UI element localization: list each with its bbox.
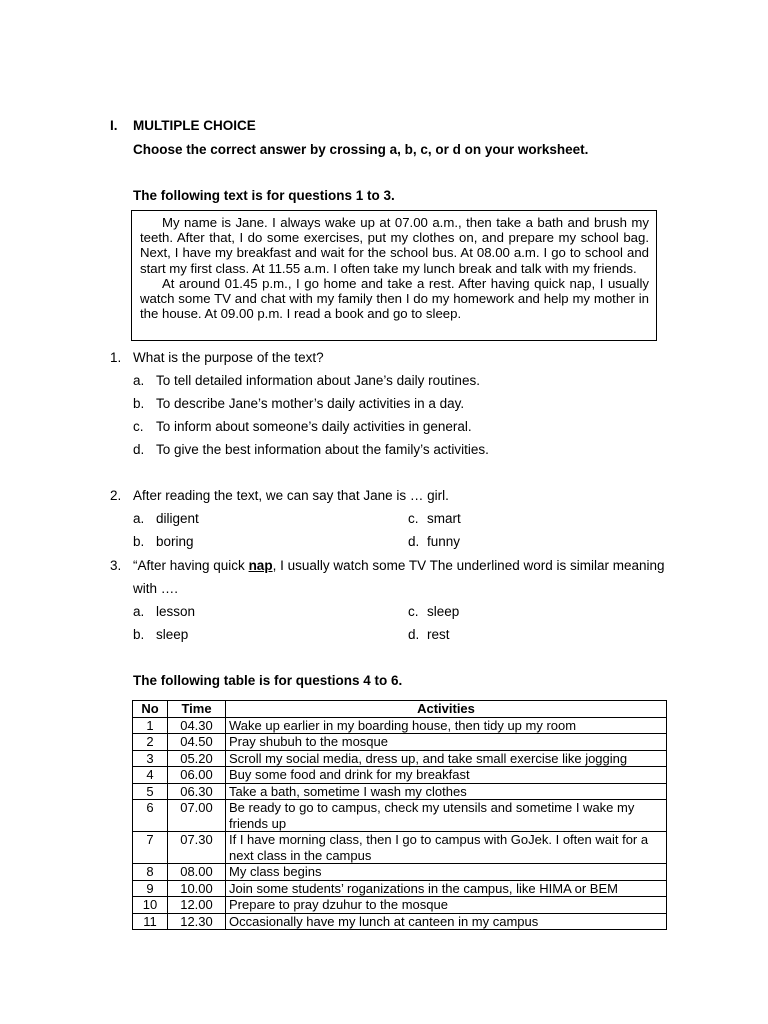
option-text: sleep [156, 627, 189, 642]
row-activity-cell: Wake up earlier in my boarding house, then tidy up my room [226, 717, 667, 734]
row-activity-cell: My class begins [226, 864, 667, 881]
row-time-cell: 04.50 [168, 734, 226, 751]
instruction-text: Choose the correct answer by crossing a, b, c, or d on your worksheet. [133, 142, 589, 157]
row-activity-cell: Join some students’ roganizations in the campus, like HIMA or BEM [226, 880, 667, 897]
row-number-cell: 7 [133, 832, 168, 864]
row-number-cell: 2 [133, 734, 168, 751]
row-activity-cell: Pray shubuh to the mosque [226, 734, 667, 751]
table-row [133, 800, 667, 832]
row-number-cell: 9 [133, 880, 168, 897]
row-time-cell: 08.00 [168, 864, 226, 881]
table-row [133, 750, 667, 767]
table-body [133, 717, 667, 930]
schedule-table [132, 700, 667, 930]
row-number-cell: 3 [133, 750, 168, 767]
question-text: After reading the text, we can say that Jane is … girl. [133, 488, 449, 503]
option-letter: d. [133, 442, 145, 457]
option-text: rest [427, 627, 450, 642]
table-row [133, 717, 667, 734]
row-activity-cell: If I have morning class, then I go to campus with GoJek. I often wait for a next class in the campus [226, 832, 667, 864]
table-lead-heading: The following table is for questions 4 to 6. [133, 673, 403, 688]
row-activity-cell: Scroll my social media, dress up, and take small exercise like jogging [226, 750, 667, 767]
row-activity-cell: Take a bath, sometime I wash my clothes [226, 783, 667, 800]
option-letter: d. [408, 627, 420, 642]
row-time-cell: 06.30 [168, 783, 226, 800]
reading-passage [131, 210, 657, 341]
question-text-part: , I usually watch some TV The underlined word is similar meaning [272, 558, 665, 573]
table-row [133, 864, 667, 881]
row-activity-cell: Be ready to go to campus, check my utensils and sometime I wake my friends up [226, 800, 667, 832]
question-text-line2: with …. [133, 581, 179, 596]
row-time-cell: 12.30 [168, 913, 226, 930]
option-text: To give the best information about the family’s activities. [156, 442, 489, 457]
section-number: I. [110, 118, 118, 133]
row-number-cell: 4 [133, 767, 168, 784]
option-text: funny [427, 534, 461, 549]
option-text: To inform about someone’s daily activities in general. [156, 419, 472, 434]
row-activity-cell: Buy some food and drink for my breakfast [226, 767, 667, 784]
row-number-cell: 8 [133, 864, 168, 881]
row-time-cell: 07.30 [168, 832, 226, 864]
table-row [133, 913, 667, 930]
option-letter: c. [408, 511, 419, 526]
underlined-word: nap [248, 558, 273, 573]
row-time-cell: 07.00 [168, 800, 226, 832]
option-letter: d. [408, 534, 420, 549]
passage-paragraph-2: At around 01.45 p.m., I go home and take a rest. After having quick nap, I usually watch some TV and chat with my family then I do my homework and help my mother in the house. At 09.00 p.m. I read a book and go to sleep. [140, 275, 649, 322]
passage-paragraph-1: My name is Jane. I always wake up at 07.00 a.m., then take a bath and brush my teeth. After that, I do some exercises, put my clothes on, and prepare my school bag. Next, I have my breakfast and wait for the school bus. At 08.00 a.m. I go to school and start my first class. At 11.55 a.m. I often take my lunch break and talk with my friends. [140, 215, 649, 276]
question-text: What is the purpose of the text? [133, 350, 324, 365]
option-letter: a. [133, 604, 145, 619]
option-letter: c. [133, 419, 144, 434]
row-time-cell: 06.00 [168, 767, 226, 784]
table-row [133, 767, 667, 784]
question-text-part: “After having quick [133, 558, 249, 573]
question-text [133, 558, 665, 574]
row-time-cell: 05.20 [168, 750, 226, 767]
option-letter: b. [133, 534, 145, 549]
table-row [133, 897, 667, 914]
question-number: 3. [110, 558, 122, 573]
row-time-cell: 12.00 [168, 897, 226, 914]
table-row [133, 734, 667, 751]
row-number-cell: 10 [133, 897, 168, 914]
option-text: boring [156, 534, 194, 549]
column-header-no: No [133, 701, 168, 718]
text-lead-heading: The following text is for questions 1 to 3. [133, 188, 395, 203]
option-text: diligent [156, 511, 199, 526]
table-row [133, 832, 667, 864]
table-header-row [133, 701, 667, 718]
column-header-time: Time [168, 701, 226, 718]
row-number-cell: 11 [133, 913, 168, 930]
table-row [133, 880, 667, 897]
row-activity-cell: Prepare to pray dzuhur to the mosque [226, 897, 667, 914]
column-header-activities: Activities [226, 701, 667, 718]
row-number-cell: 5 [133, 783, 168, 800]
option-letter: c. [408, 604, 419, 619]
option-letter: b. [133, 396, 145, 411]
question-number: 1. [110, 350, 122, 365]
section-title: MULTIPLE CHOICE [133, 118, 256, 133]
row-number-cell: 1 [133, 717, 168, 734]
option-letter: a. [133, 511, 145, 526]
question-number: 2. [110, 488, 122, 503]
row-time-cell: 04.30 [168, 717, 226, 734]
option-text: sleep [427, 604, 460, 619]
option-letter: a. [133, 373, 145, 388]
option-text: To describe Jane’s mother’s daily activities in a day. [156, 396, 465, 411]
option-text: lesson [156, 604, 196, 619]
option-text: smart [427, 511, 461, 526]
row-activity-cell: Occasionally have my lunch at canteen in my campus [226, 913, 667, 930]
row-time-cell: 10.00 [168, 880, 226, 897]
option-text: To tell detailed information about Jane’s daily routines. [156, 373, 480, 388]
table-row [133, 783, 667, 800]
row-number-cell: 6 [133, 800, 168, 832]
option-letter: b. [133, 627, 145, 642]
